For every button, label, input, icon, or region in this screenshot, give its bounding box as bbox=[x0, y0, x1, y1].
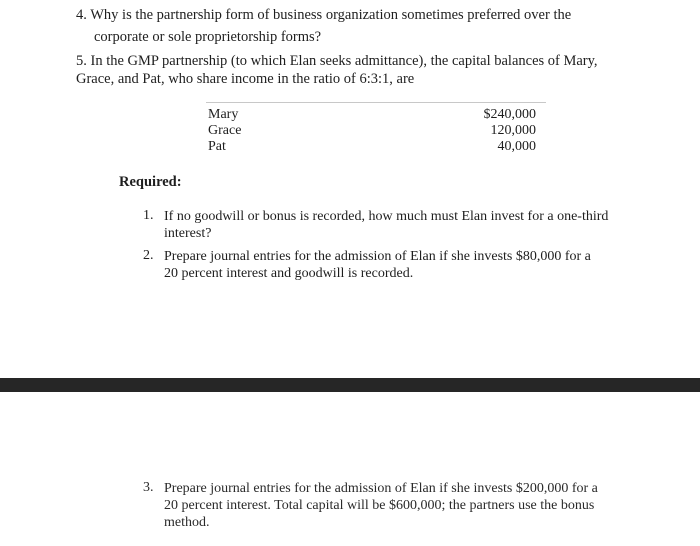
required-item-3-line-3: method. bbox=[164, 515, 210, 530]
required-item-1-line-2: interest? bbox=[164, 226, 212, 241]
table-partner-grace: Grace bbox=[208, 123, 242, 138]
table-top-rule bbox=[206, 102, 546, 103]
question-4-line-2: corporate or sole proprietorship forms? bbox=[94, 29, 322, 45]
table-balance-mary: $240,000 bbox=[483, 107, 536, 122]
required-item-1-line-1: If no goodwill or bonus is recorded, how much must Elan invest for a one-third bbox=[164, 209, 609, 224]
required-item-3-line-1: Prepare journal entries for the admission of Elan if she invests $200,000 for a bbox=[164, 481, 598, 496]
table-balance-pat: 40,000 bbox=[497, 139, 536, 154]
required-item-2-line-1: Prepare journal entries for the admission of Elan if she invests $80,000 for a bbox=[164, 249, 591, 264]
question-4-line-1: 4. Why is the partnership form of business organization sometimes preferred over the bbox=[76, 7, 572, 23]
required-item-2-number: 2. bbox=[143, 248, 154, 263]
question-5-line-1: 5. In the GMP partnership (to which Elan seeks admittance), the capital balances of Mary, bbox=[76, 53, 598, 69]
required-item-1-number: 1. bbox=[143, 208, 154, 223]
required-item-3-line-2: 20 percent interest. Total capital will be $600,000; the partners use the bonus bbox=[164, 498, 595, 513]
table-partner-mary: Mary bbox=[208, 107, 239, 122]
question-5-line-2: Grace, and Pat, who share income in the ratio of 6:3:1, are bbox=[76, 71, 415, 87]
required-heading: Required: bbox=[119, 174, 182, 190]
required-item-2-line-2: 20 percent interest and goodwill is recorded. bbox=[164, 266, 414, 281]
table-balance-grace: 120,000 bbox=[490, 123, 536, 138]
page-separator-bar bbox=[0, 378, 700, 392]
table-partner-pat: Pat bbox=[208, 139, 226, 154]
required-item-3-number: 3. bbox=[143, 480, 154, 495]
